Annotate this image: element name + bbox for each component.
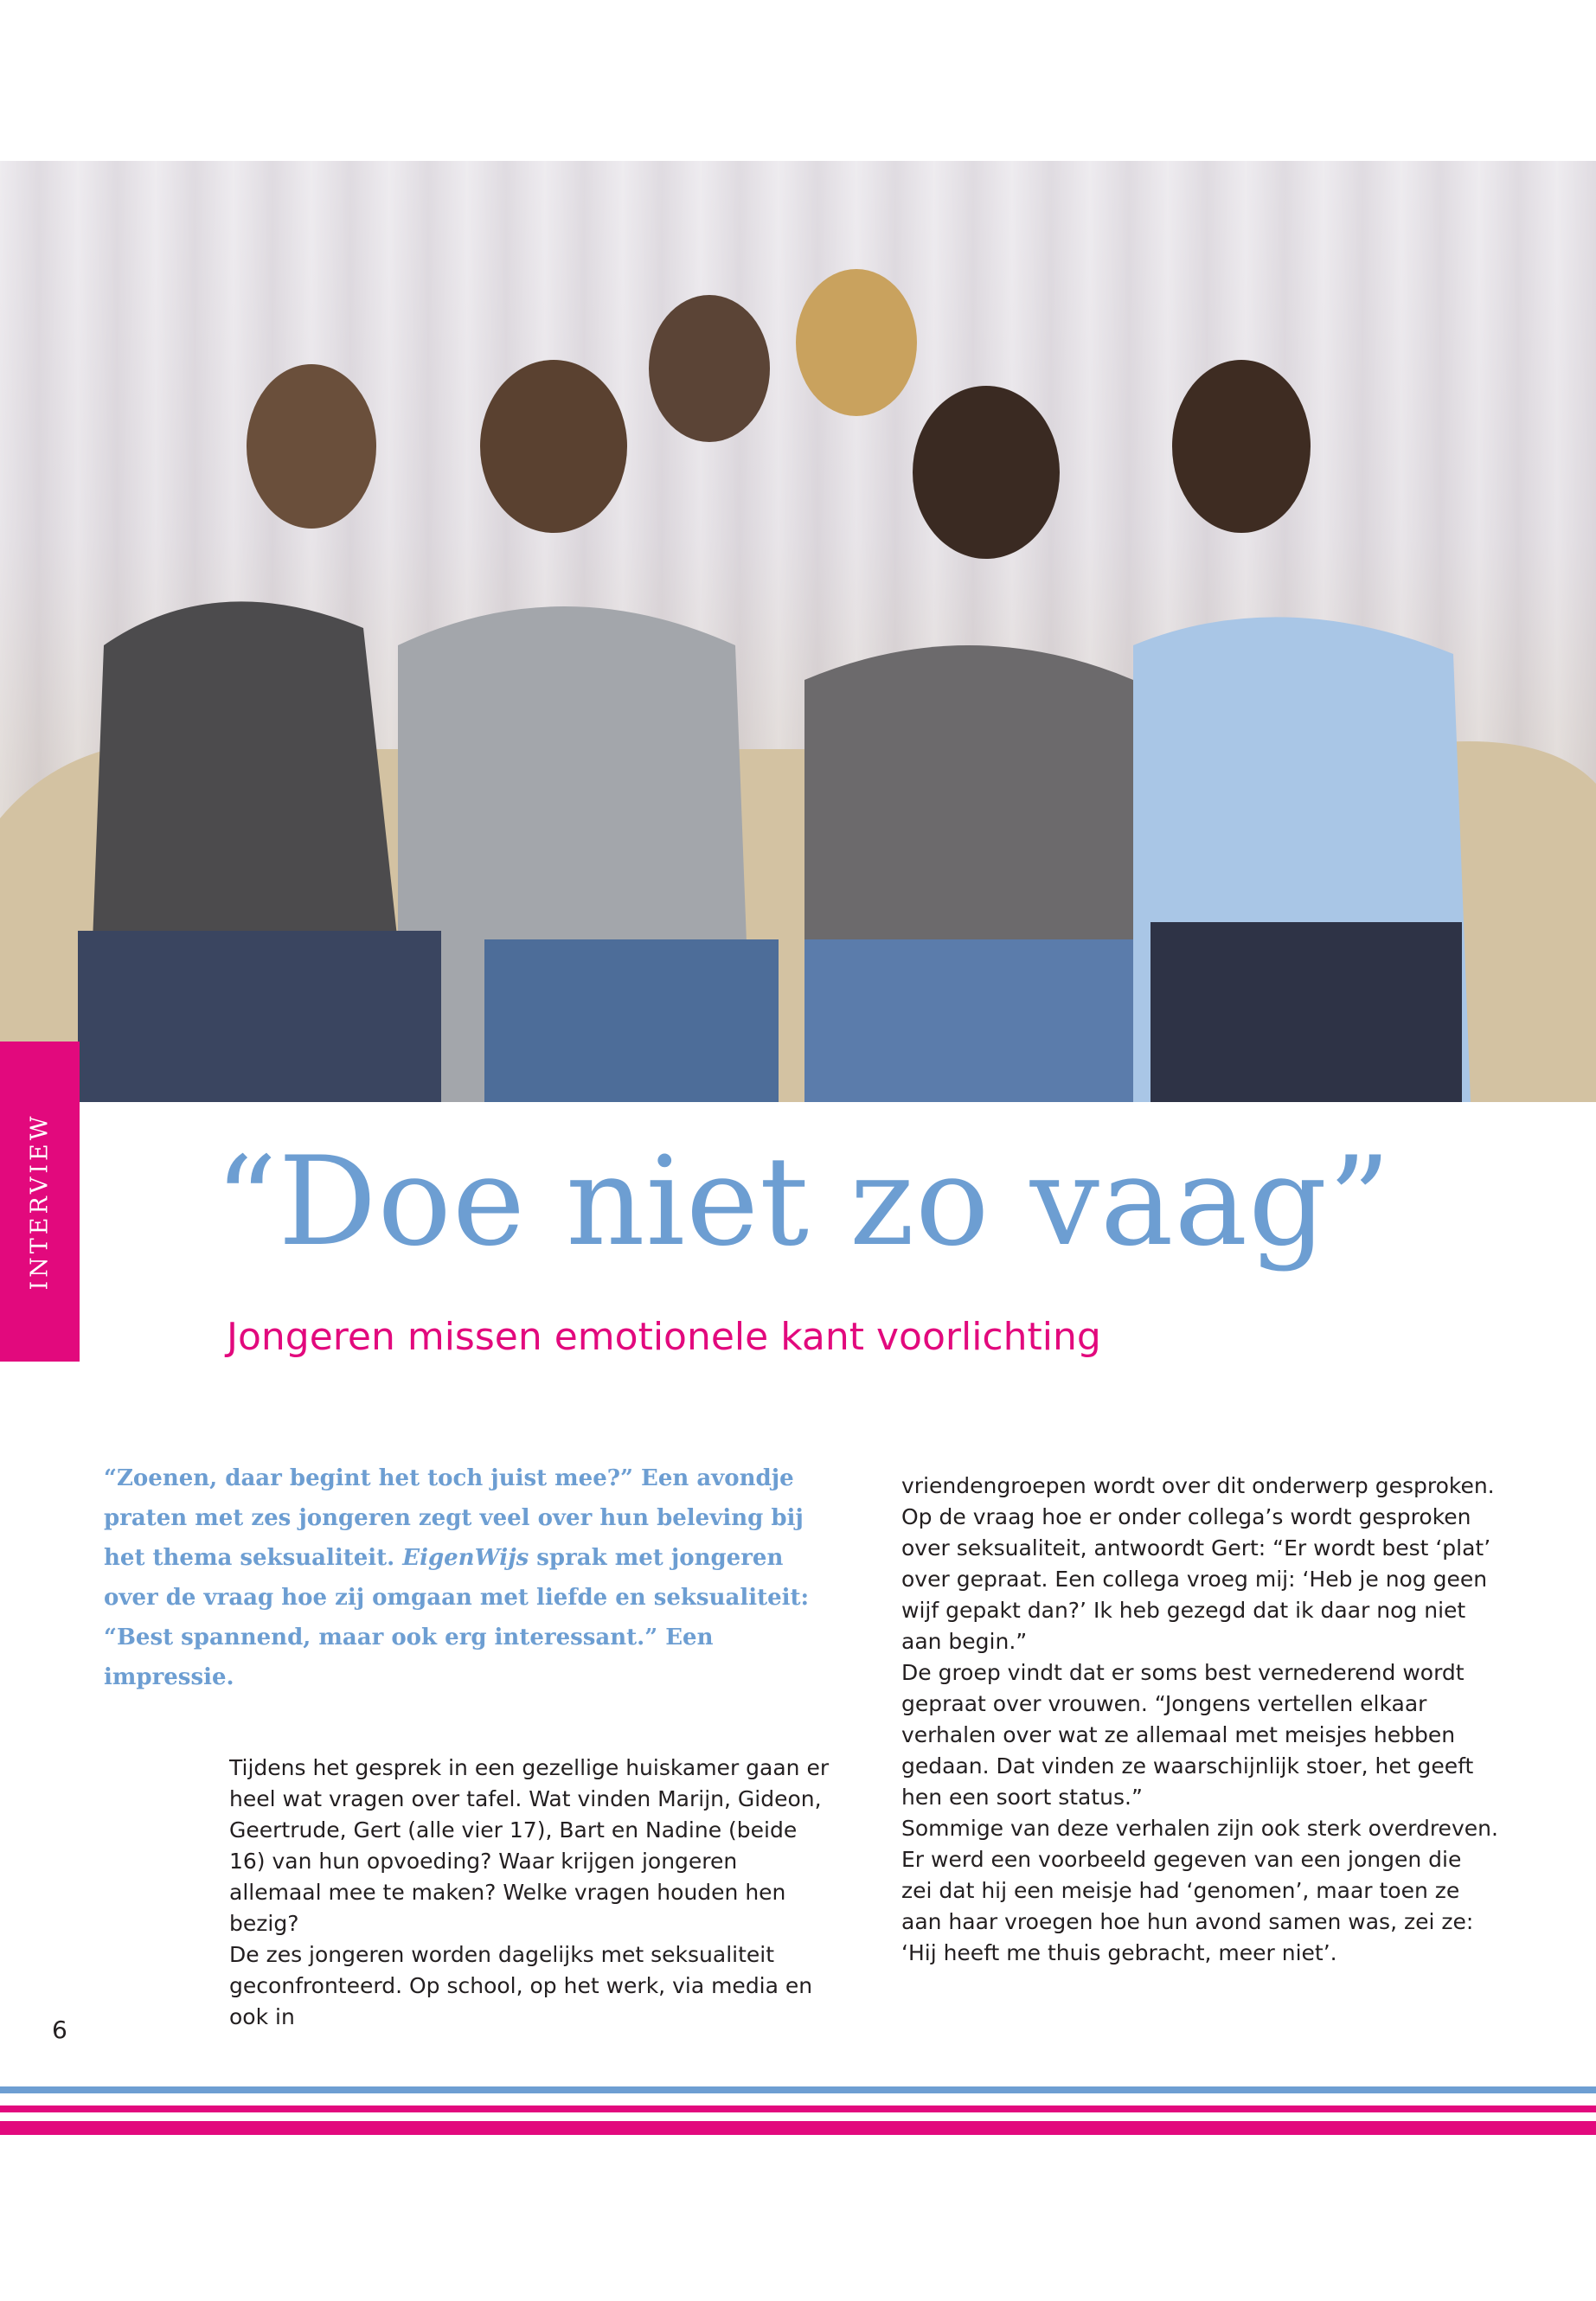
article-subheadline: Jongeren missen emotionele kant voorlichting <box>227 1315 1101 1359</box>
paragraph: Sommige van deze verhalen zijn ook sterk overdreven. Er werd een voorbeeld gegeven van een jongen die zei dat hij een meisje had ‘genomen’, maar toen ze aan haar vroegen hoe hun avond samen was, zei ze: ‘Hij heeft me thuis gebracht, meer niet’. <box>901 1816 1498 1965</box>
jeans <box>484 939 779 1102</box>
footer-rule-pink <box>0 2106 1596 2112</box>
person-shape <box>649 295 770 442</box>
body-column-left <box>229 1753 835 2033</box>
jeans <box>1151 922 1462 1102</box>
paragraph: Op de vraag hoe er onder collega’s wordt gesproken over seksualiteit, antwoordt Gert: “Er wordt best ‘plat’ over gepraat. Een collega vroeg mij: ‘Heb je nog geen wijf gepakt dan?’ Ik heb gezegd dat ik daar nog niet aan begin.” <box>901 1504 1491 1654</box>
footer-rule-pink-thick <box>0 2121 1596 2135</box>
intro-text-1: “Zoenen, daar begint het toch juist mee?” Een avondje praten met zes jongeren zegt veel over hun beleving bij het thema seksualiteit. <box>104 1465 804 1571</box>
group-photo-illustration <box>0 161 1596 1102</box>
article-intro <box>104 1458 839 1697</box>
person-shape <box>247 364 376 529</box>
paragraph: De zes jongeren worden dagelijks met seksualiteit geconfronteerd. Op school, op het werk, via media en ook in <box>229 1942 813 2029</box>
section-label: INTERVIEW <box>26 1112 54 1291</box>
jeans <box>804 939 1133 1102</box>
footer-rule-blue <box>0 2086 1596 2093</box>
article-headline: “Doe niet zo vaag” <box>215 1131 1392 1273</box>
intro-text-2: sprak met jongeren over de vraag hoe zij omgaan met liefde en seksualiteit: “Best spannend, maar ook erg interessant.” Een impressie. <box>104 1545 810 1690</box>
paragraph: Tijdens het gesprek in een gezellige huiskamer gaan er heel wat vragen over tafel. Wat vinden Marijn, Gideon, Geertrude, Gert (alle vier 17), Bart en Nadine (beide 16) van hun opvoeding? Waar krijgen jongeren allemaal mee te maken? Welke vragen houden hen bezig? <box>229 1755 830 1936</box>
person-shape <box>1172 360 1311 533</box>
magazine-name: EigenWijs <box>402 1545 529 1571</box>
paragraph: vriendengroepen wordt over dit onderwerp gesproken. <box>901 1473 1495 1498</box>
person-shape <box>913 386 1060 559</box>
page-number: 6 <box>52 2016 67 2044</box>
person-shape <box>480 360 627 533</box>
body-column-right <box>901 1471 1498 1969</box>
jeans <box>78 931 441 1102</box>
paragraph: De groep vindt dat er soms best vernederend wordt gepraat over vrouwen. “Jongens vertellen elkaar verhalen over wat ze allemaal met meisjes hebben gedaan. Dat vinden ze waarschijnlijk stoer, het geeft hen een soort status.” <box>901 1660 1474 1810</box>
person-shape <box>796 269 917 416</box>
hero-photo <box>0 161 1596 1102</box>
